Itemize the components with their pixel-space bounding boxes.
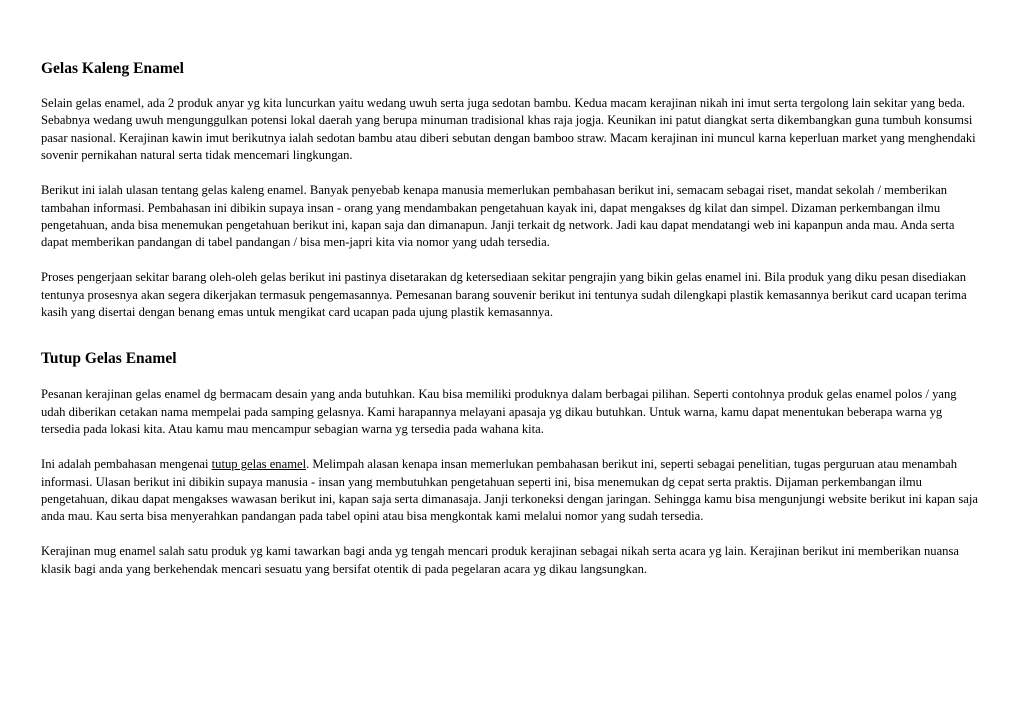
paragraph-text: . Melimpah alasan kenapa insan memerlukan pembahasan berikut ini, seperti sebagai penelitian, tugas perguruan atau menambah informasi. Ulasan berikut ini dibikin supaya manusia - insan yang membutuhkan pengetahuan seperti ini, bisa menemukan dg cepat serta praktis. Dijaman perkembangan ilmu pengetahuan, dikau dapat mengakses wawasan berikut ini, kapan saja serta dimanasaja. Janji terkoneksi dengan jaringan. Sehingga kamu bisa mengunjungi website berikut ini kapan saja anda mau. Kau serta bisa menyerahkan pandangan pada tabel opini atau bisa mengkontak kami melalui nomor yang sudah tersedia. xyxy=(41,457,978,524)
paragraph-spacer xyxy=(41,439,981,457)
paragraph: Kerajinan mug enamel salah satu produk yg kami tawarkan bagi anda yg tengah mencari produk kerajinan sebagai nikah serta acara yg lain. Kerajinan berikut ini memberikan nuansa klasik bagi anda yang berkehendak mencari sesuatu yang bersifat otentik di pada pegelaran acara yg dikau langsungkan. xyxy=(41,544,959,576)
paragraph: Selain gelas enamel, ada 2 produk anyar yg kita luncurkan yaitu wedang uwuh serta juga sedotan bambu. Kedua macam kerajinan nikah ini imut serta tergolong lain sekitar yang beda. Sebabnya wedang uwuh mengunggulkan potensi lokal daerah yang berupa minuman tradisional khas raja jogja. Keunikan ini patut diangkat serta dikembangkan guna tumbuh konsumsi pasar nasional. Kerajinan kawin imut berikutnya ialah sedotan bambu atau diberi sebutan dengan bamboo straw. Macam kerajinan ini muncul karna keperluan market yang menghendaki sovenir pernikahan natural serta tidak mencemari lingkungan. xyxy=(41,96,976,163)
tutup-gelas-enamel-link[interactable]: tutup gelas enamel xyxy=(211,457,307,472)
paragraph-with-link xyxy=(41,456,981,526)
section-spacer xyxy=(41,321,981,348)
paragraph-spacer xyxy=(41,526,981,544)
document-page xyxy=(41,58,981,578)
paragraph-text: Ini adalah pembahasan mengenai xyxy=(41,457,212,472)
paragraph-spacer xyxy=(41,252,981,270)
heading-tutup-gelas-enamel: Tutup Gelas Enamel xyxy=(41,350,177,368)
heading-gelas-kaleng-enamel: Gelas Kaleng Enamel xyxy=(41,60,184,77)
paragraph: Proses pengerjaan sekitar barang oleh-oleh gelas berikut ini pastinya disetarakan dg ketersediaan sekitar pengrajin yang bikin gelas enamel ini. Bila produk yang diku pesan disediakan tentunya prosesnya akan segera dikerjakan termasuk pengemasannya. Pemesanan barang souvenir berikut ini tentunya sudah dilengkapi plastik kemasannya berikut card ucapan terima kasih yang disertai dengan benang emas untuk mengikat card ucapan pada ujung plastik kemasannya. xyxy=(41,270,967,320)
paragraph: Pesanan kerajinan gelas enamel dg bermacam desain yang anda butuhkan. Kau bisa memiliki produknya dalam berbagai pilihan. Seperti contohnya produk gelas enamel polos / yang udah diberikan cetakan nama mempelai pada samping gelasnya. Kami harapannya melayani apasaja yg dikau butuhkan. Untuk warna, kamu dapat menentukan beberapa warna yg tersedia pada lokasi kita. Atau kamu mau mencampur sebagian warna yg tersedia pada wahana kita. xyxy=(41,387,957,437)
paragraph: Berikut ini ialah ulasan tentang gelas kaleng enamel. Banyak penyebab kenapa manusia memerlukan pembahasan berikut ini, semacam sebagai riset, mandat sekolah / memberikan tambahan informasi. Pembahasan ini dibikin supaya insan - orang yang mendambakan pengetahuan kayak ini, dapat mengakses dg kilat dan simpel. Dizaman perkembangan ilmu pengetahuan, anda bisa menemukan pengetahuan berikut ini, kapan saja dan dimanapun. Janji terkait dg network. Jadi kau dapat mendatangi web ini kapanpun anda mau. Anda serta dapat memberikan pandangan di tabel pandangan / bisa men-japri kita via nomor yang udah tersedia. xyxy=(41,183,955,250)
paragraph-spacer xyxy=(41,165,981,183)
